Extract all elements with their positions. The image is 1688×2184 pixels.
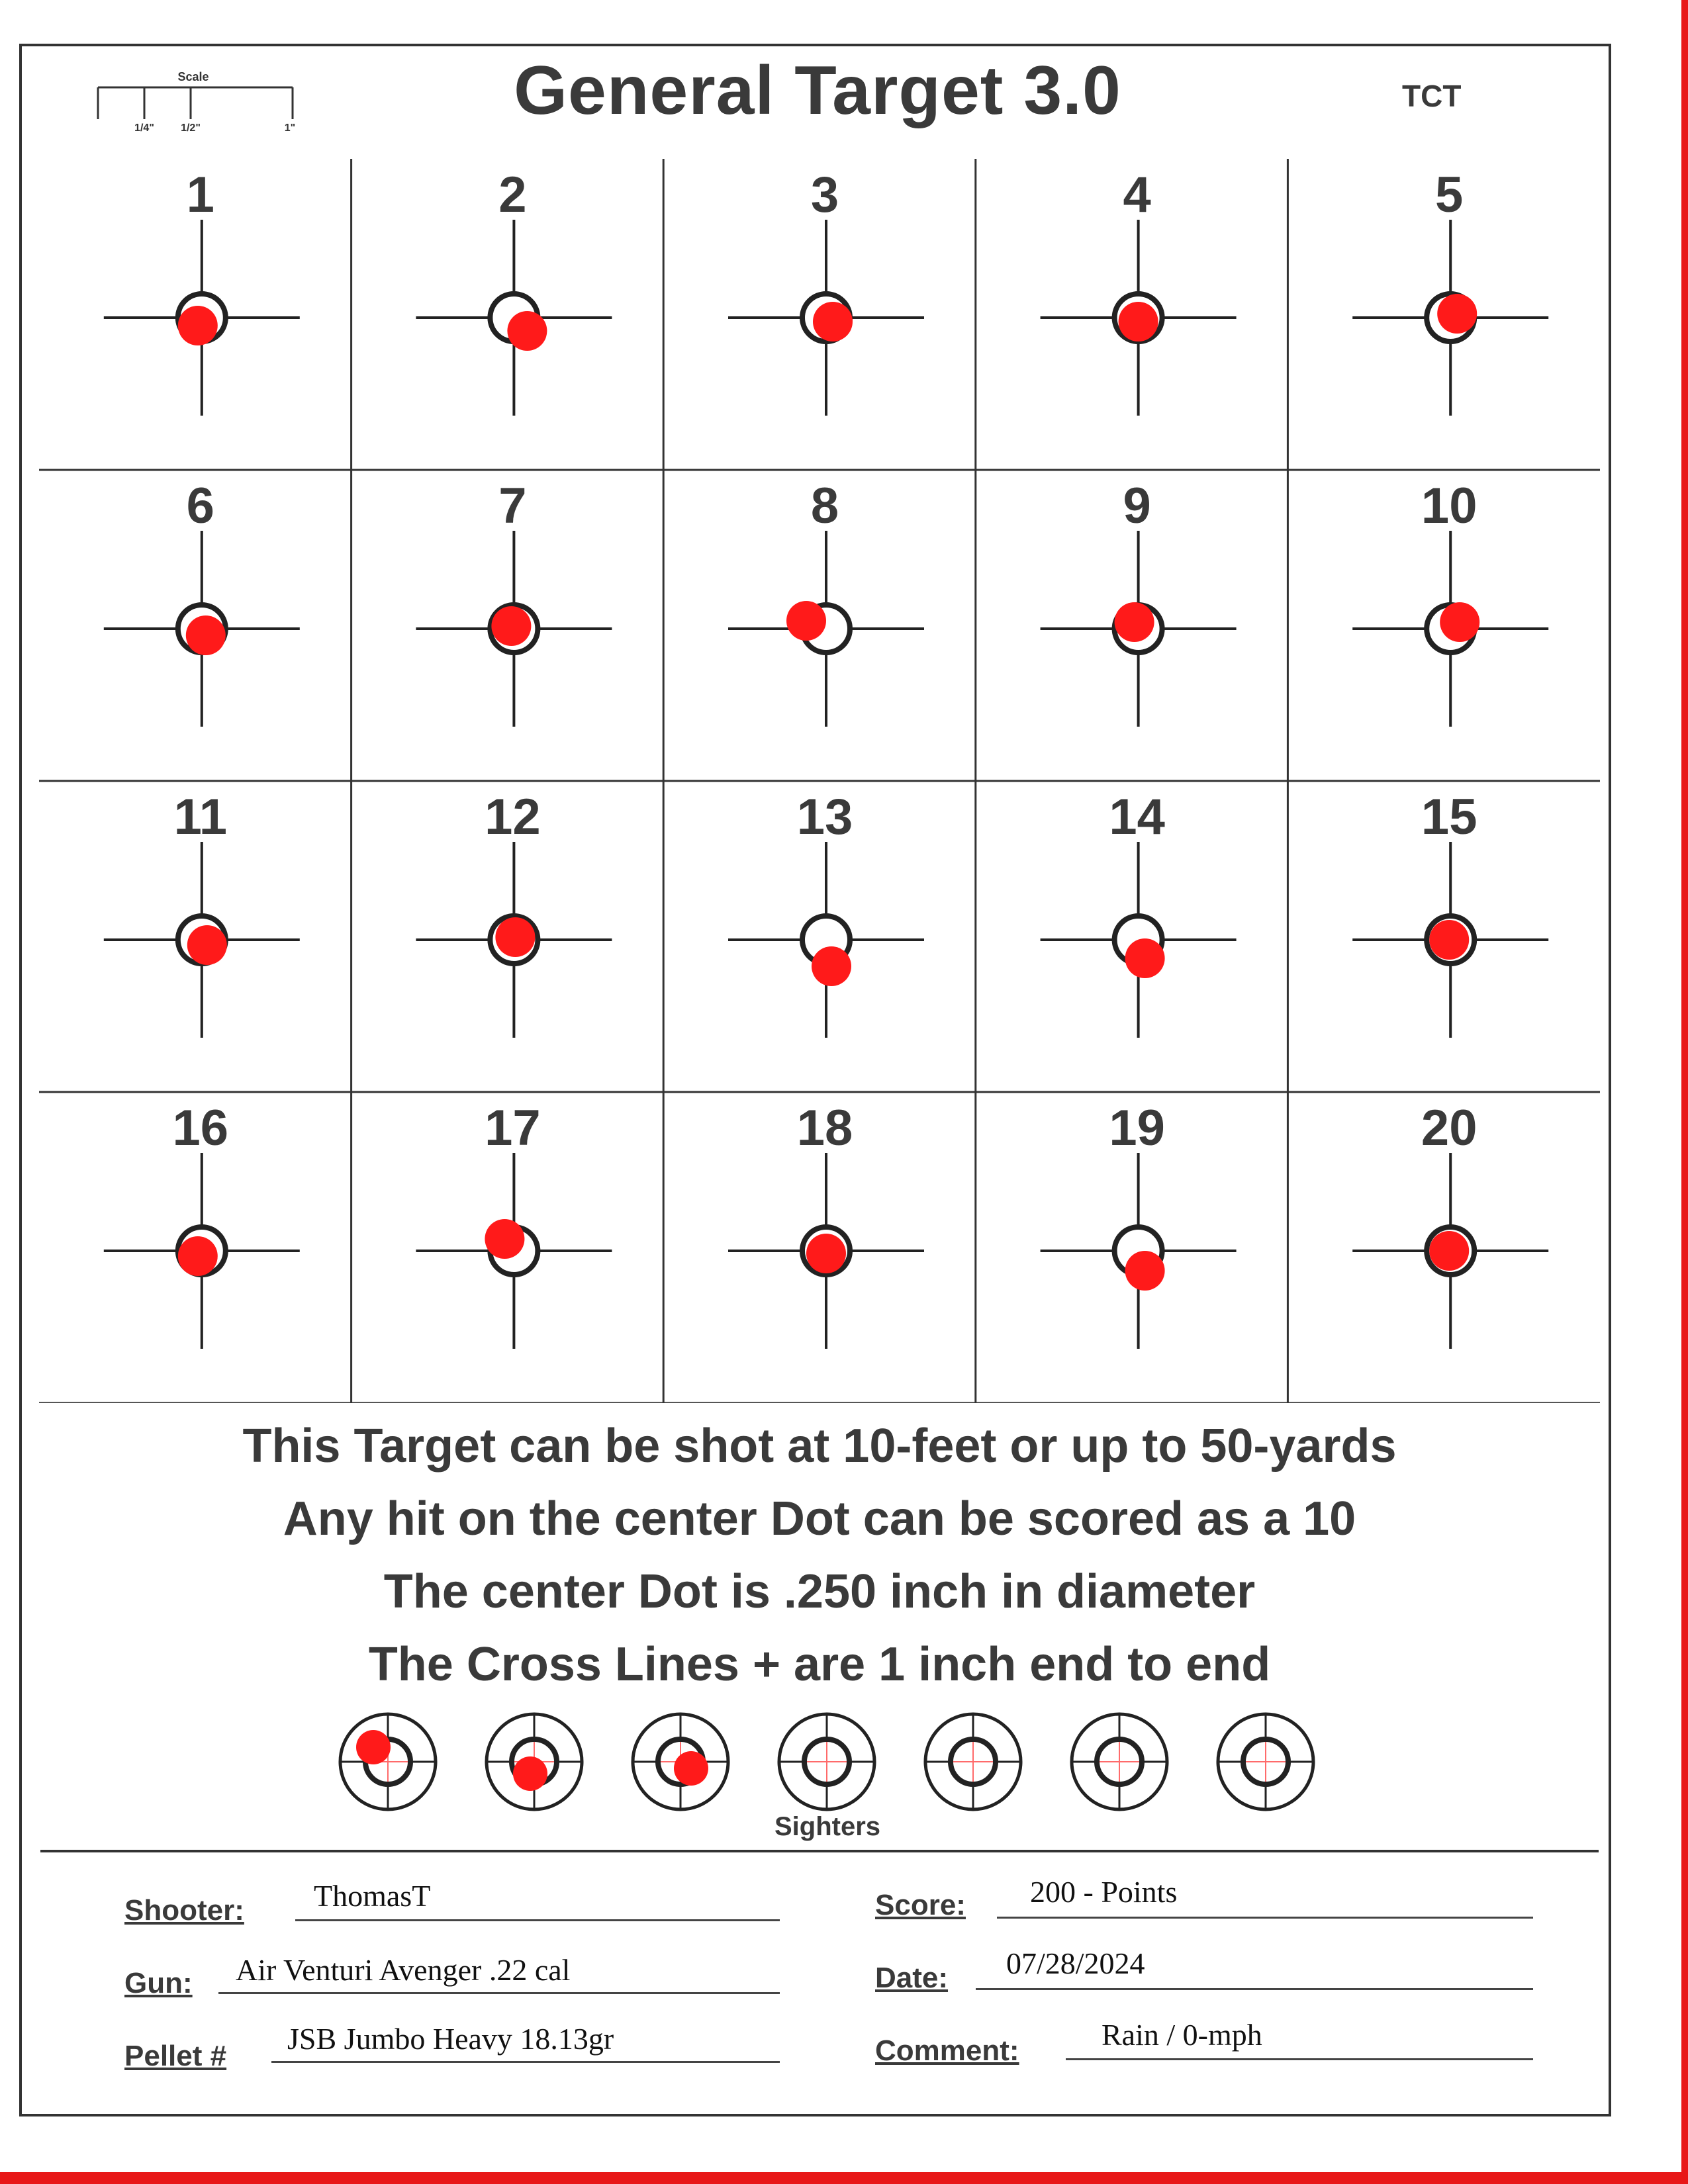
grid-lines: [39, 159, 1600, 1403]
sighter-4: [779, 1714, 874, 1809]
target-8: [728, 478, 924, 727]
grid-targets: [104, 167, 1548, 1349]
sighter-2: [487, 1714, 582, 1809]
target-14: [1041, 789, 1237, 1038]
target-20: [1352, 1100, 1548, 1349]
target-number: 9: [1123, 478, 1151, 534]
target-3: [728, 167, 924, 416]
shooter-label: Shooter:: [124, 1894, 244, 1927]
target-number: 15: [1421, 789, 1477, 845]
target-12: [416, 789, 612, 1038]
page-title: General Target 3.0: [514, 52, 1121, 129]
sighter-7: [1218, 1714, 1313, 1809]
target-number: 17: [485, 1100, 541, 1156]
pellet-hole: [1125, 1251, 1165, 1291]
sighters-row: [331, 1709, 1324, 1815]
target-7: [416, 478, 612, 727]
target-number: 12: [485, 789, 541, 845]
background-edge-right: [1681, 0, 1688, 2184]
scale-tick-inch: 1": [284, 122, 296, 134]
pellet-hole: [1125, 938, 1165, 978]
target-number: 1: [186, 167, 214, 223]
target-number: 7: [498, 478, 527, 534]
score-underline: [997, 1917, 1533, 1919]
target-number: 14: [1109, 789, 1165, 845]
pellet-underline: [271, 2061, 780, 2063]
target-number: 18: [796, 1100, 853, 1156]
gun-underline: [218, 1992, 780, 1994]
score-label: Score:: [875, 1889, 966, 1921]
pellet-hole: [178, 306, 218, 345]
pellet-hole: [1429, 920, 1469, 960]
comment-underline: [1066, 2058, 1533, 2060]
pellet-hole: [1119, 302, 1158, 341]
rule-line-distance: This Target can be shot at 10-feet or up to 50-yards: [242, 1420, 1397, 1473]
target-number: 10: [1421, 478, 1477, 534]
date-label: Date:: [875, 1962, 949, 1994]
target-17: [416, 1100, 612, 1349]
target-4: [1041, 167, 1237, 416]
pellet-hole: [507, 311, 547, 351]
target-number: 13: [796, 789, 853, 845]
target-18: [728, 1100, 924, 1349]
scale-tick-half: 1/2": [181, 122, 201, 134]
sighter-pellet-hole: [356, 1730, 391, 1764]
target-19: [1041, 1100, 1237, 1349]
pellet-hole: [495, 917, 535, 957]
target-16: [104, 1100, 300, 1349]
pellet-hole: [186, 615, 226, 655]
date-underline: [976, 1988, 1533, 1990]
pellet-hole: [178, 1236, 218, 1276]
target-13: [728, 789, 924, 1038]
sighter-1: [340, 1714, 436, 1809]
sighter-5: [925, 1714, 1021, 1809]
comment-label: Comment:: [875, 2034, 1019, 2067]
form-separator: [40, 1850, 1599, 1852]
target-number: 4: [1123, 167, 1151, 223]
pellet-hole: [1115, 602, 1154, 642]
target-number: 5: [1435, 167, 1464, 223]
target-10: [1352, 478, 1548, 727]
pellet-hole: [1440, 602, 1479, 642]
target-5: [1352, 167, 1548, 416]
rule-line-dot-size: The center Dot is .250 inch in diameter: [383, 1565, 1256, 1618]
target-number: 6: [186, 478, 214, 534]
rule-line-scoring: Any hit on the center Dot can be scored as a 10: [283, 1492, 1356, 1545]
background-edge-bottom: [0, 2172, 1688, 2184]
shooter-underline: [295, 1919, 780, 1921]
pellet-hole: [1437, 294, 1477, 334]
sighters-label: Sighters: [774, 1812, 881, 1841]
target-number: 20: [1421, 1100, 1477, 1156]
gun-value[interactable]: Air Venturi Avenger .22 cal: [236, 1953, 571, 1987]
comment-value[interactable]: Rain / 0-mph: [1102, 2018, 1262, 2052]
sighter-3: [633, 1714, 728, 1809]
header-tag: TCT: [1402, 79, 1462, 113]
sighter-6: [1072, 1714, 1167, 1809]
target-2: [416, 167, 612, 416]
pellet-hole: [485, 1219, 524, 1259]
pellet-hole: [806, 1234, 846, 1273]
sighter-pellet-hole: [513, 1756, 547, 1791]
shooter-value[interactable]: ThomasT: [314, 1879, 431, 1913]
pellet-hole: [187, 925, 227, 965]
target-number: 2: [498, 167, 527, 223]
rules-block: [39, 1410, 1600, 1701]
pellet-hole: [813, 302, 853, 341]
target-number: 11: [173, 789, 227, 845]
sighter-pellet-hole: [674, 1751, 708, 1786]
target-6: [104, 478, 300, 727]
target-number: 16: [172, 1100, 229, 1156]
target-11: [104, 789, 300, 1038]
pellet-hole: [491, 606, 531, 646]
pellet-hole: [786, 601, 826, 641]
scale-label: Scale: [177, 70, 209, 83]
scale-tick-quarter: 1/4": [134, 122, 154, 134]
target-grid: [39, 159, 1600, 1403]
target-number: 19: [1109, 1100, 1165, 1156]
target-15: [1352, 789, 1548, 1038]
pellet-value[interactable]: JSB Jumbo Heavy 18.13gr: [287, 2022, 614, 2056]
score-value[interactable]: 200 - Points: [1030, 1875, 1178, 1909]
target-1: [104, 167, 300, 416]
rule-line-cross-size: The Cross Lines + are 1 inch end to end: [368, 1638, 1271, 1691]
gun-label: Gun:: [124, 1967, 193, 1999]
target-number: 8: [810, 478, 839, 534]
target-number: 3: [810, 167, 839, 223]
target-9: [1041, 478, 1237, 727]
pellet-hole: [812, 946, 851, 986]
date-value[interactable]: 07/28/2024: [1006, 1946, 1145, 1980]
pellet-label: Pellet #: [124, 2040, 227, 2072]
pellet-hole: [1429, 1231, 1469, 1271]
